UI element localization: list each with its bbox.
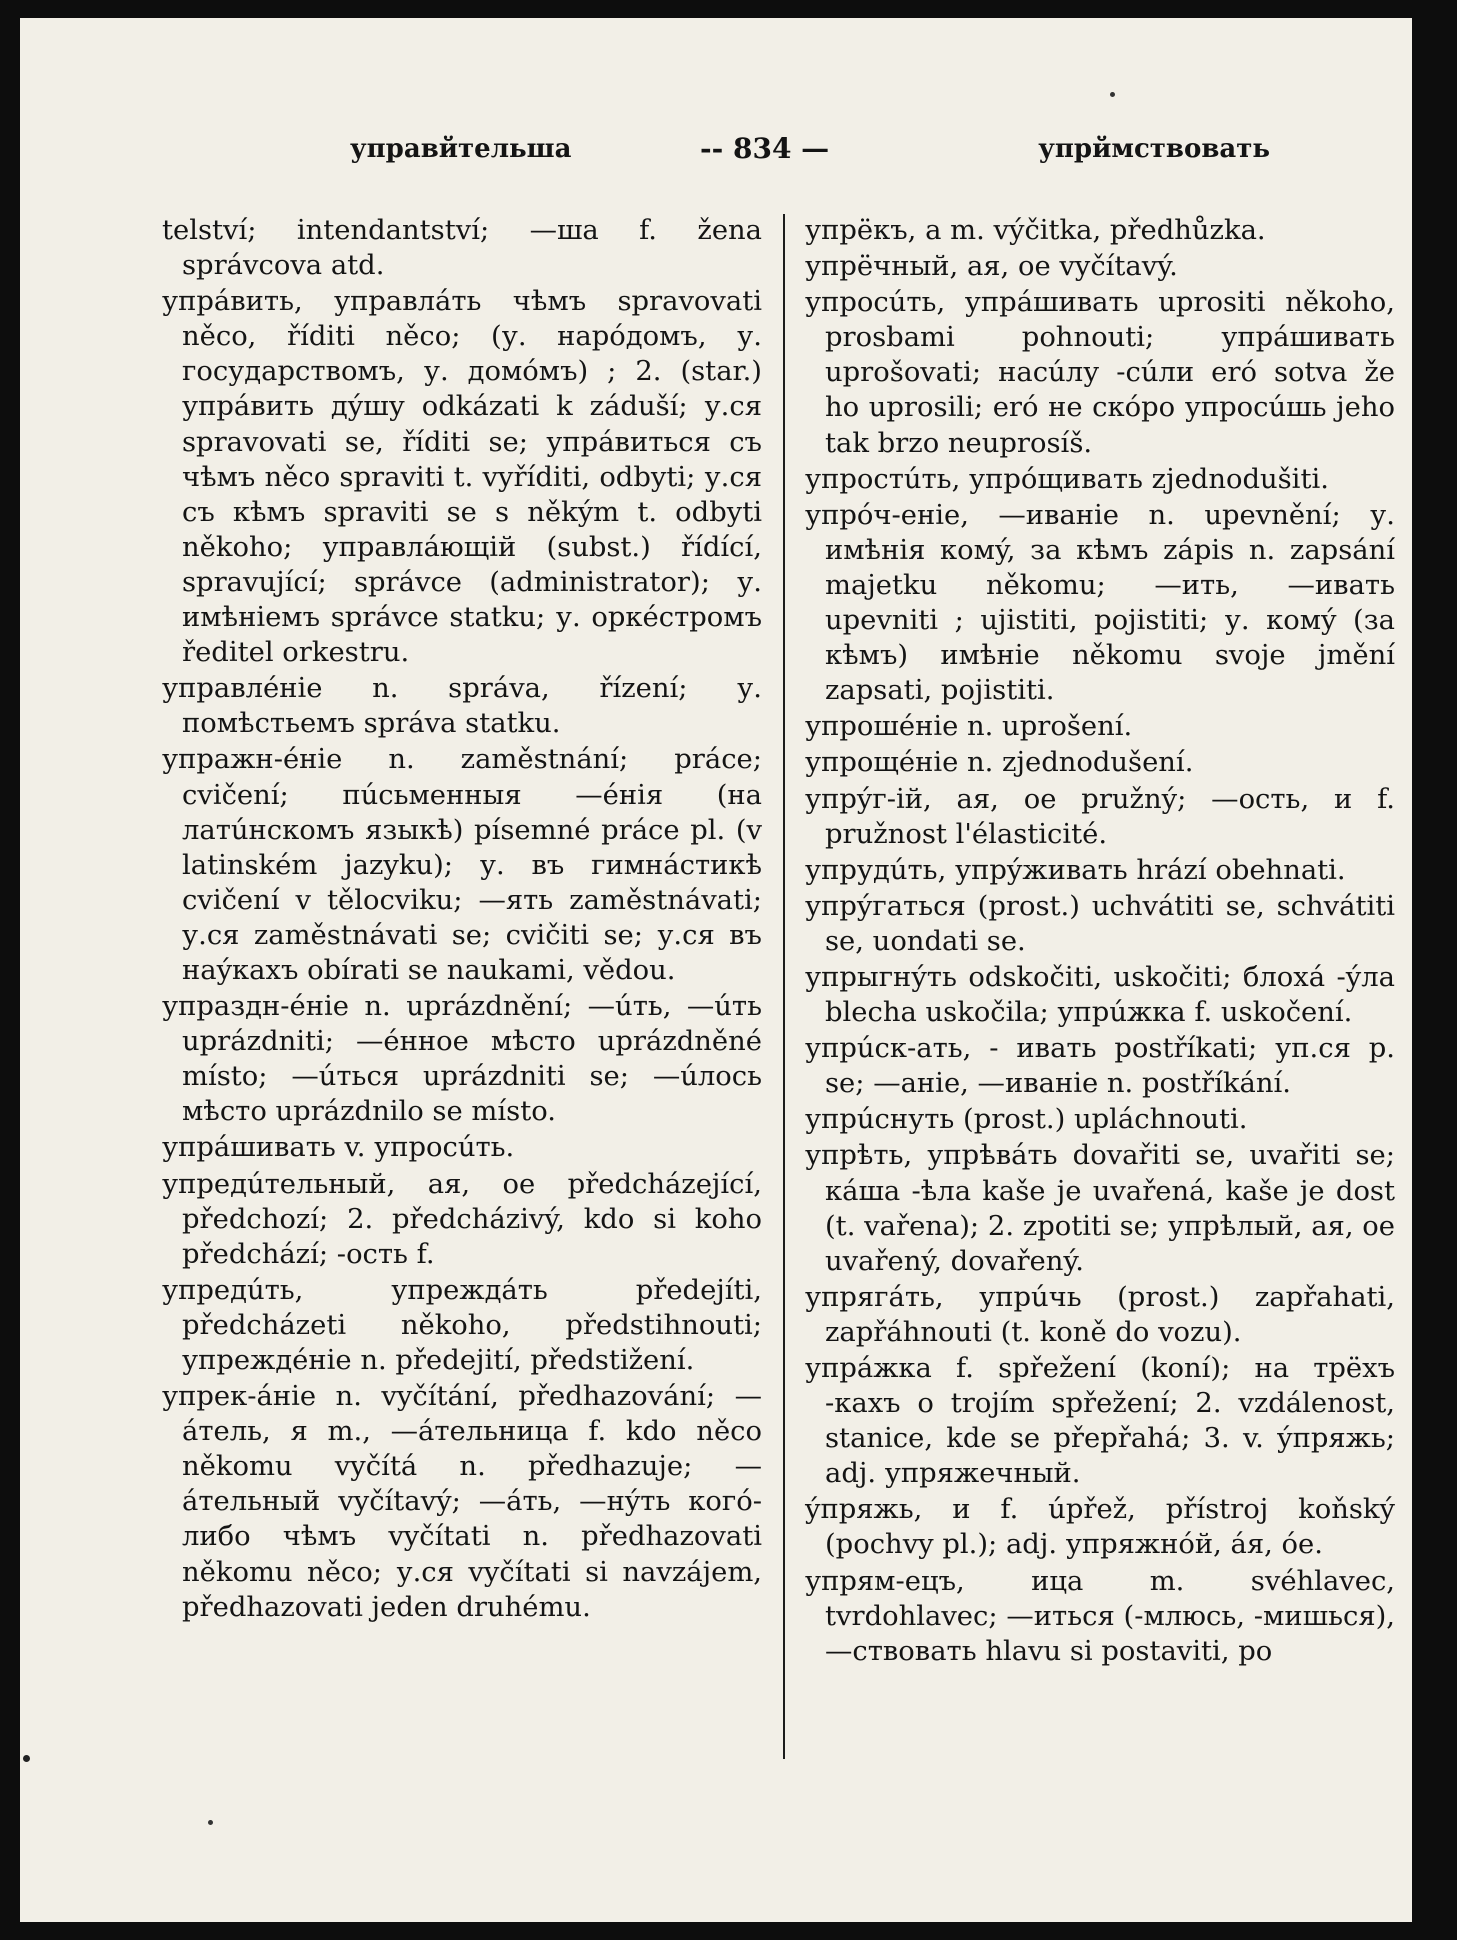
entry: упрáжка f. spřežení (koní); на трёхъ -кахъ o trojím spřežení; 2. vzdálenost, stanice, kde se přepřahá; 3. v. ýпряжь; adj. упряжечный. [805, 1353, 1395, 1490]
margin-mark [23, 1755, 30, 1762]
header-left-word: управйтельша [350, 134, 572, 164]
entry: упрáвить, управлáть чѣмъ spravovati něco, říditi něco; (у. нарóдомъ, у. государствомъ, у. домóмъ) ; 2. (star.) упрáвить дýшу odkázati k záduší; у.ся spravovati se, říditi se; упрáвиться съ чѣмъ něco spraviti t. vyříditi, odbyti; у.ся съ кѣмъ spraviti se s někým t. odbyti někoho; управлáющій (subst.) řídící, spravující; správce (administrator); у. имѣніемъ správce statku; у. оркéстромъ ředitel orkestru. [162, 286, 762, 669]
entry: упрёкъ, а m. výčitka, předhůzka. [805, 215, 1266, 246]
entry: упрям-ецъ, ица m. svéhlavec, tvrdohlavec; —иться (-млюсь, -мишься), —ствовать hlavu si postaviti, po [805, 1565, 1395, 1667]
entry: управлéніе n. správa, řízení; у. помѣстьемъ správa statku. [162, 673, 762, 740]
entry: упрыгнýть odskočiti, uskočiti; блохá -ýла blecha uskočila; упрúжка f. uskočení. [805, 961, 1395, 1029]
page-edge-shadow [1412, 18, 1428, 1922]
entry: упрýгаться (prost.) uchvátiti se, schvátiti se, uondati se. [805, 890, 1395, 957]
entry: упросúть, упрáшивать uprositi někoho, prosbami pohnouti; упрáшивать uprošovati; насúлу -сúли eró sotva že ho uprosili; eró не скóро упросúшь jeho tak brzo neuprosíš. [805, 287, 1395, 459]
entry: упрощéніе n. zjednodušení. [805, 747, 1194, 779]
entry: упредúтельный, ая, ое předcházející, předchozí; 2. předcházivý, kdo si koho předchází; -ость f. [162, 1168, 762, 1270]
entry: упрягáть, упрúчь (prost.) zapřahati, zapřáhnouti (t. koně do vozu). [805, 1281, 1395, 1348]
entry: упраздн-éніе n. uprázdnění; —úть, —úть uprázdniti; —éнное мѣсто uprázdněné místo; —úться uprázdniti se; —úлось мѣсто uprázdnilo se místo. [162, 991, 762, 1128]
header-right-word: упрймствовать [1038, 134, 1270, 164]
entry: упрек-áніе n. vyčítání, předhazování; —áтель, я m., —áтельница f. kdo něco někomu vyčítá n. předhazuje; —áтельный vyčítavý; —áть, —нýть когó-либо чѣмъ vyčítati n. předhazovati někomu něco; у.ся vyčítati si navzájem, předhazovati jeden druhému. [162, 1381, 762, 1623]
entry: упрошéніе n. uprošení. [805, 711, 1133, 743]
entry: telství; intendantství; —ша f. žena správcova atd. [162, 215, 762, 282]
right-column [805, 213, 1395, 1670]
left-column [162, 213, 762, 1626]
entry: упрúск-ать, - ивать postříkati; уп.ся p. se; —аніе, —иваніе n. postříkání. [805, 1033, 1395, 1100]
entry: упредúть, упреждáть předejíti, předcházeti někoho, předstihnouti; упреждéніе n. předejití, předstižení. [162, 1274, 762, 1376]
entry: упражн-éніе n. zaměstnání; práce; cvičení; пúсьменныя —éнія (на латúнскомъ языкѣ) písemné práce pl. (v latinském jazyku); у. въ гимнáстикѣ cvičení v tělocviku; —ять zaměstnávati; у.ся zaměstnávati se; cvičiti se; у.ся въ наýкахъ obírati se naukami, vědou. [162, 744, 762, 986]
print-speck [1110, 92, 1115, 97]
page-header [140, 128, 1270, 176]
entry: упрáшивать v. упросúть. [162, 1132, 515, 1164]
column-divider [783, 214, 785, 1759]
entry: ýпряжь, и f. úpřež, přístroj koňský (pochvy pl.); adj. упряжнóй, áя, óе. [805, 1494, 1395, 1561]
entry: упрýг-ій, ая, ое pružný; —ость, и f. pružnost l'élasticité. [805, 783, 1395, 850]
entry: упрёчный, ая, ое vyčítavý. [805, 251, 1178, 283]
page-number: -- 834 — [700, 132, 830, 165]
entry: упрудúть, упрýживать hrází obehnati. [805, 854, 1346, 886]
entry: упростúть, упрóщивать zjednodušiti. [805, 463, 1329, 495]
entry: упрóч-еніе, —иваніе n. upevnění; у. имѣнія комý, за кѣмъ zápis n. zapsání majetku někomu; —ить, —ивать upevniti ; ujistiti, pojistiti; у. комý (за кѣмъ) имѣніе někomu svoje jmění zapsati, pojistiti. [805, 499, 1395, 707]
dictionary-page [20, 18, 1428, 1922]
entry: упрѣть, упрѣвáть dovařiti se, uvařiti se; кáша -ѣла kaše je uvařená, kaše je dost (t. vařena); 2. zpotiti se; упрѣлый, ая, ое uvařený, dovařený. [805, 1140, 1395, 1277]
print-speck [208, 1820, 213, 1825]
entry: упрúснуть (prost.) upláchnouti. [805, 1104, 1248, 1136]
